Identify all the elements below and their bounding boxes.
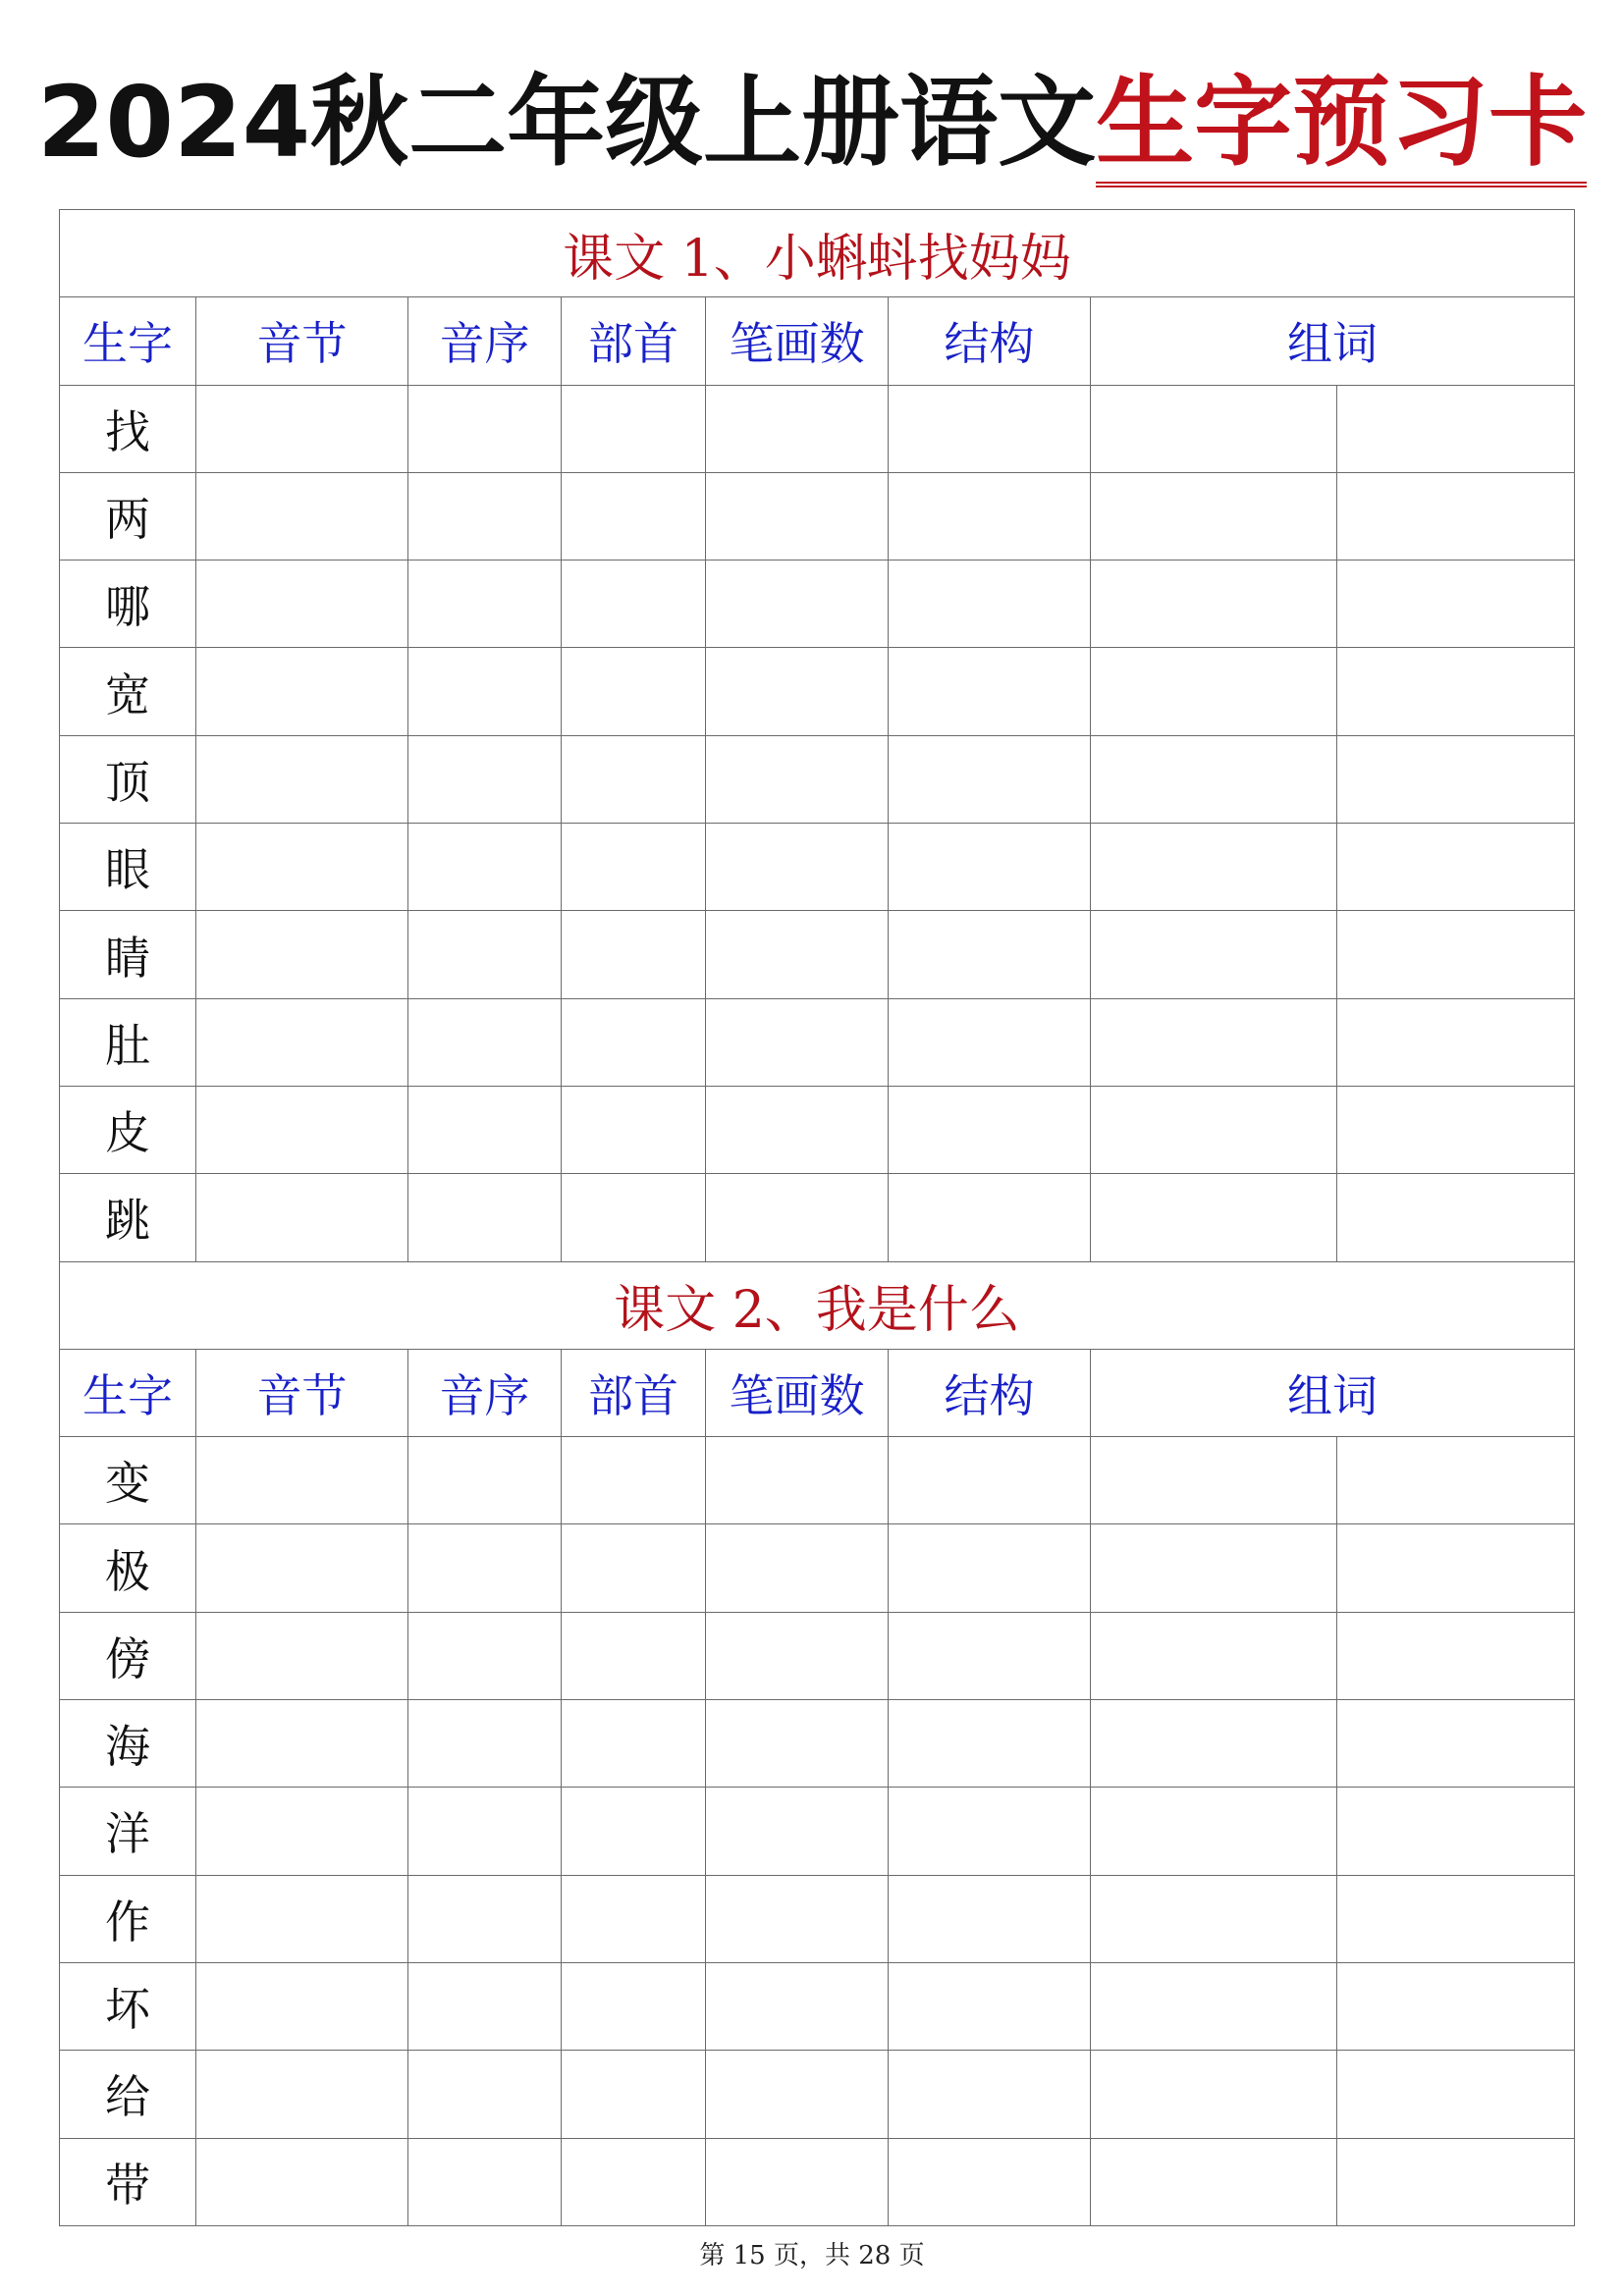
blank-answer-cell[interactable] — [706, 1700, 889, 1788]
blank-answer-cell[interactable] — [1337, 1524, 1575, 1612]
table-row — [60, 1437, 1575, 1524]
blank-answer-cell[interactable] — [889, 735, 1091, 823]
blank-answer-cell[interactable] — [1091, 2051, 1337, 2138]
table-row — [60, 1612, 1575, 1699]
table-row — [60, 1700, 1575, 1788]
blank-answer-cell[interactable] — [889, 2138, 1091, 2225]
blank-answer-cell[interactable] — [706, 2051, 889, 2138]
blank-answer-cell[interactable] — [1337, 1875, 1575, 1962]
blank-answer-cell[interactable] — [1337, 648, 1575, 735]
blank-answer-cell[interactable] — [889, 911, 1091, 998]
blank-answer-cell[interactable] — [196, 472, 408, 560]
blank-answer-cell[interactable] — [196, 1612, 408, 1699]
blank-answer-cell[interactable] — [196, 1875, 408, 1962]
character-cell: 给 — [60, 2051, 196, 2138]
column-header-syllable: 音节 — [196, 1349, 408, 1436]
blank-answer-cell[interactable] — [706, 385, 889, 472]
blank-answer-cell[interactable] — [1091, 472, 1337, 560]
blank-answer-cell[interactable] — [1091, 1788, 1337, 1875]
character-cell: 极 — [60, 1524, 196, 1612]
blank-answer-cell[interactable] — [706, 648, 889, 735]
table-row — [60, 648, 1575, 735]
blank-answer-cell[interactable] — [562, 2138, 706, 2225]
character-cell: 作 — [60, 1875, 196, 1962]
blank-answer-cell[interactable] — [1337, 472, 1575, 560]
page-title-highlight: 生字预习卡 — [1096, 65, 1587, 187]
blank-answer-cell[interactable] — [889, 385, 1091, 472]
blank-answer-cell[interactable] — [408, 998, 562, 1086]
blank-answer-cell[interactable] — [408, 1612, 562, 1699]
blank-answer-cell[interactable] — [1091, 735, 1337, 823]
character-cell: 眼 — [60, 824, 196, 911]
column-header-radical: 部首 — [562, 1349, 706, 1436]
blank-answer-cell[interactable] — [408, 1437, 562, 1524]
blank-answer-cell[interactable] — [706, 472, 889, 560]
blank-answer-cell[interactable] — [1337, 1788, 1575, 1875]
blank-answer-cell[interactable] — [1091, 1524, 1337, 1612]
blank-answer-cell[interactable] — [1091, 998, 1337, 1086]
blank-answer-cell[interactable] — [1337, 1086, 1575, 1173]
blank-answer-cell[interactable] — [408, 1962, 562, 2050]
blank-answer-cell[interactable] — [196, 824, 408, 911]
table-row — [60, 1788, 1575, 1875]
blank-answer-cell[interactable] — [408, 1875, 562, 1962]
blank-answer-cell[interactable] — [1091, 561, 1337, 648]
blank-answer-cell[interactable] — [408, 2138, 562, 2225]
blank-answer-cell[interactable] — [889, 1962, 1091, 2050]
blank-answer-cell[interactable] — [889, 998, 1091, 1086]
blank-answer-cell[interactable] — [196, 1086, 408, 1173]
table-row — [60, 385, 1575, 472]
character-cell: 睛 — [60, 911, 196, 998]
blank-answer-cell[interactable] — [562, 911, 706, 998]
blank-answer-cell[interactable] — [706, 824, 889, 911]
blank-answer-cell[interactable] — [706, 1174, 889, 1261]
blank-answer-cell[interactable] — [1337, 1174, 1575, 1261]
column-header-structure: 结构 — [889, 297, 1091, 385]
lesson-title-row — [60, 210, 1575, 297]
lesson-title: 课文 2、我是什么 — [60, 1261, 1575, 1349]
blank-answer-cell[interactable] — [706, 1962, 889, 2050]
column-header-strokes: 笔画数 — [706, 1349, 889, 1436]
character-cell: 带 — [60, 2138, 196, 2225]
blank-answer-cell[interactable] — [889, 1700, 1091, 1788]
blank-answer-cell[interactable] — [562, 998, 706, 1086]
blank-answer-cell[interactable] — [1091, 1086, 1337, 1173]
column-header-strokes: 笔画数 — [706, 297, 889, 385]
blank-answer-cell[interactable] — [889, 472, 1091, 560]
column-header-sequence: 音序 — [408, 1349, 562, 1436]
blank-answer-cell[interactable] — [408, 1788, 562, 1875]
blank-answer-cell[interactable] — [196, 2138, 408, 2225]
column-header-row — [60, 297, 1575, 385]
blank-answer-cell[interactable] — [706, 1086, 889, 1173]
blank-answer-cell[interactable] — [196, 1788, 408, 1875]
blank-answer-cell[interactable] — [889, 1086, 1091, 1173]
blank-answer-cell[interactable] — [889, 1524, 1091, 1612]
blank-answer-cell[interactable] — [196, 2051, 408, 2138]
blank-answer-cell[interactable] — [196, 648, 408, 735]
blank-answer-cell[interactable] — [706, 735, 889, 823]
blank-answer-cell[interactable] — [408, 648, 562, 735]
blank-answer-cell[interactable] — [196, 998, 408, 1086]
page-footer: 第 15 页，共 28 页 — [699, 2241, 925, 2270]
blank-answer-cell[interactable] — [408, 1174, 562, 1261]
lesson-title-row — [60, 1261, 1575, 1349]
blank-answer-cell[interactable] — [1337, 2138, 1575, 2225]
blank-answer-cell[interactable] — [1091, 1962, 1337, 2050]
table-row — [60, 1524, 1575, 1612]
blank-answer-cell[interactable] — [408, 472, 562, 560]
blank-answer-cell[interactable] — [562, 1875, 706, 1962]
blank-answer-cell[interactable] — [1337, 1612, 1575, 1699]
blank-answer-cell[interactable] — [889, 561, 1091, 648]
character-cell: 两 — [60, 472, 196, 560]
table-row — [60, 1875, 1575, 1962]
blank-answer-cell[interactable] — [562, 2051, 706, 2138]
blank-answer-cell[interactable] — [706, 1437, 889, 1524]
blank-answer-cell[interactable] — [562, 561, 706, 648]
page-title — [0, 59, 1624, 187]
blank-answer-cell[interactable] — [408, 1700, 562, 1788]
column-header-radical: 部首 — [562, 297, 706, 385]
blank-answer-cell[interactable] — [562, 1437, 706, 1524]
page-title-main: 2024秋二年级上册语文 — [36, 65, 1097, 180]
column-header-row — [60, 1349, 1575, 1436]
table-row — [60, 2138, 1575, 2225]
blank-answer-cell[interactable] — [562, 1174, 706, 1261]
blank-answer-cell[interactable] — [1091, 1437, 1337, 1524]
blank-answer-cell[interactable] — [562, 735, 706, 823]
blank-answer-cell[interactable] — [562, 824, 706, 911]
column-header-words: 组词 — [1091, 297, 1575, 385]
blank-answer-cell[interactable] — [1091, 1700, 1337, 1788]
blank-answer-cell[interactable] — [562, 1086, 706, 1173]
blank-answer-cell[interactable] — [562, 472, 706, 560]
blank-answer-cell[interactable] — [408, 911, 562, 998]
blank-answer-cell[interactable] — [706, 1524, 889, 1612]
column-header-structure: 结构 — [889, 1349, 1091, 1436]
blank-answer-cell[interactable] — [706, 561, 889, 648]
blank-answer-cell[interactable] — [196, 1437, 408, 1524]
blank-answer-cell[interactable] — [1337, 998, 1575, 1086]
character-cell: 顶 — [60, 735, 196, 823]
table-row — [60, 1174, 1575, 1261]
blank-answer-cell[interactable] — [1337, 2051, 1575, 2138]
character-cell: 肚 — [60, 998, 196, 1086]
blank-answer-cell[interactable] — [562, 648, 706, 735]
column-header-char: 生字 — [60, 297, 196, 385]
blank-answer-cell[interactable] — [1091, 824, 1337, 911]
table-row — [60, 911, 1575, 998]
blank-answer-cell[interactable] — [889, 1612, 1091, 1699]
blank-answer-cell[interactable] — [562, 1700, 706, 1788]
table-row — [60, 2051, 1575, 2138]
character-cell: 宽 — [60, 648, 196, 735]
character-cell: 哪 — [60, 561, 196, 648]
blank-answer-cell[interactable] — [706, 1875, 889, 1962]
blank-answer-cell[interactable] — [562, 1524, 706, 1612]
blank-answer-cell[interactable] — [1091, 2138, 1337, 2225]
blank-answer-cell[interactable] — [562, 1612, 706, 1699]
blank-answer-cell[interactable] — [196, 1524, 408, 1612]
blank-answer-cell[interactable] — [706, 998, 889, 1086]
character-cell: 皮 — [60, 1086, 196, 1173]
character-cell: 傍 — [60, 1612, 196, 1699]
character-preview-table — [59, 209, 1575, 2226]
character-cell: 跳 — [60, 1174, 196, 1261]
blank-answer-cell[interactable] — [889, 1174, 1091, 1261]
blank-answer-cell[interactable] — [706, 2138, 889, 2225]
blank-answer-cell[interactable] — [1337, 824, 1575, 911]
blank-answer-cell[interactable] — [889, 824, 1091, 911]
column-header-sequence: 音序 — [408, 297, 562, 385]
blank-answer-cell[interactable] — [196, 561, 408, 648]
character-cell: 坏 — [60, 1962, 196, 2050]
column-header-words: 组词 — [1091, 1349, 1575, 1436]
blank-answer-cell[interactable] — [196, 385, 408, 472]
blank-answer-cell[interactable] — [1337, 735, 1575, 823]
blank-answer-cell[interactable] — [1091, 1612, 1337, 1699]
blank-answer-cell[interactable] — [706, 1612, 889, 1699]
table-row — [60, 998, 1575, 1086]
blank-answer-cell[interactable] — [1091, 1875, 1337, 1962]
blank-answer-cell[interactable] — [196, 1700, 408, 1788]
blank-answer-cell[interactable] — [889, 648, 1091, 735]
blank-answer-cell[interactable] — [408, 561, 562, 648]
blank-answer-cell[interactable] — [889, 1875, 1091, 1962]
character-cell: 洋 — [60, 1788, 196, 1875]
blank-answer-cell[interactable] — [408, 2051, 562, 2138]
blank-answer-cell[interactable] — [562, 385, 706, 472]
table-row — [60, 824, 1575, 911]
blank-answer-cell[interactable] — [1091, 911, 1337, 998]
blank-answer-cell[interactable] — [706, 911, 889, 998]
blank-answer-cell[interactable] — [196, 911, 408, 998]
blank-answer-cell[interactable] — [562, 1788, 706, 1875]
blank-answer-cell[interactable] — [562, 1962, 706, 2050]
blank-answer-cell[interactable] — [408, 1086, 562, 1173]
blank-answer-cell[interactable] — [408, 735, 562, 823]
character-cell: 找 — [60, 385, 196, 472]
blank-answer-cell[interactable] — [1337, 385, 1575, 472]
blank-answer-cell[interactable] — [1091, 385, 1337, 472]
table-row — [60, 1086, 1575, 1173]
blank-answer-cell[interactable] — [196, 1174, 408, 1261]
table-row — [60, 472, 1575, 560]
blank-answer-cell[interactable] — [1337, 911, 1575, 998]
column-header-char: 生字 — [60, 1349, 196, 1436]
blank-answer-cell[interactable] — [706, 1788, 889, 1875]
blank-answer-cell[interactable] — [1337, 1700, 1575, 1788]
blank-answer-cell[interactable] — [1337, 1437, 1575, 1524]
blank-answer-cell[interactable] — [1091, 1174, 1337, 1261]
blank-answer-cell[interactable] — [889, 1788, 1091, 1875]
blank-answer-cell[interactable] — [889, 2051, 1091, 2138]
blank-answer-cell[interactable] — [196, 735, 408, 823]
table-row — [60, 735, 1575, 823]
column-header-syllable: 音节 — [196, 297, 408, 385]
blank-answer-cell[interactable] — [1337, 561, 1575, 648]
blank-answer-cell[interactable] — [1091, 648, 1337, 735]
blank-answer-cell[interactable] — [408, 824, 562, 911]
blank-answer-cell[interactable] — [196, 1962, 408, 2050]
blank-answer-cell[interactable] — [889, 1437, 1091, 1524]
table-row — [60, 561, 1575, 648]
character-cell: 变 — [60, 1437, 196, 1524]
blank-answer-cell[interactable] — [1337, 1962, 1575, 2050]
character-cell: 海 — [60, 1700, 196, 1788]
blank-answer-cell[interactable] — [408, 385, 562, 472]
lesson-title: 课文 1、小蝌蚪找妈妈 — [60, 210, 1575, 297]
table-row — [60, 1962, 1575, 2050]
blank-answer-cell[interactable] — [408, 1524, 562, 1612]
